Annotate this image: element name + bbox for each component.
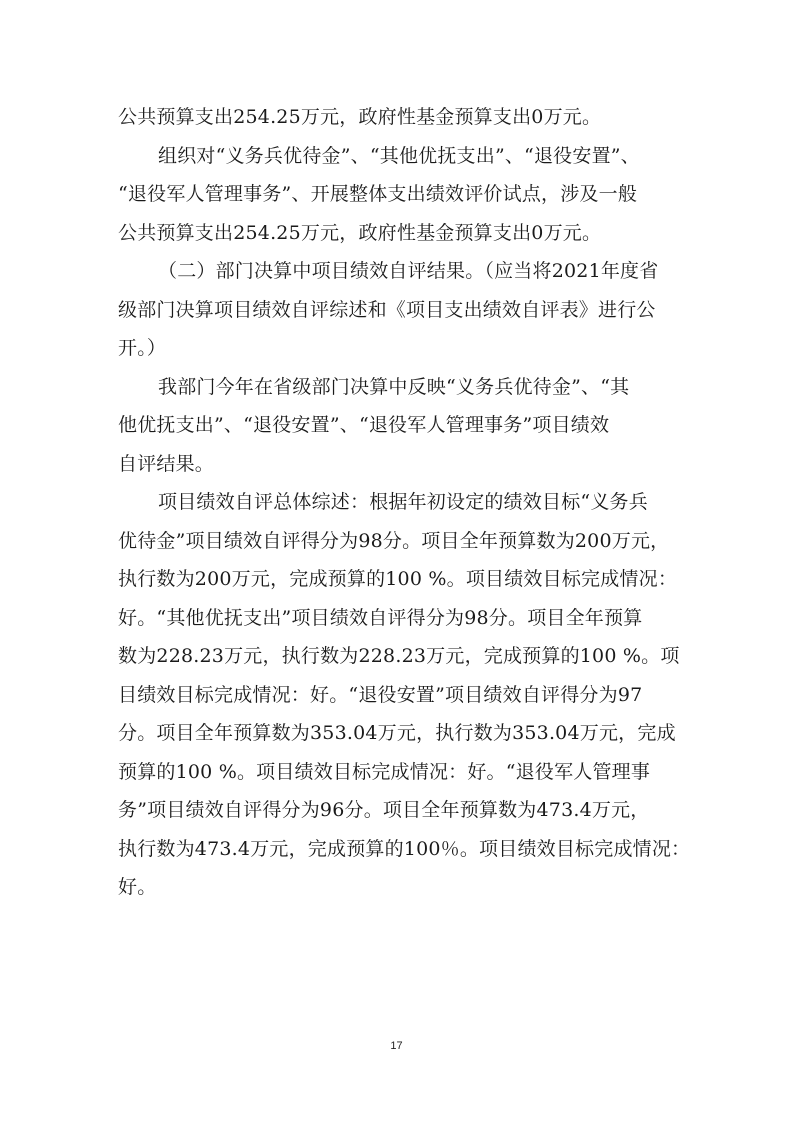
text-line: 数为228.23万元，执行数为228.23万元，完成预算的100 %。项	[118, 645, 680, 667]
text-line: 执行数为473.4万元，完成预算的100％。项目绩效目标完成情况：	[118, 837, 691, 860]
text-line: 开。）	[118, 337, 167, 359]
text-line: 执行数为200万元，完成预算的100 %。项目绩效目标完成情况：	[118, 568, 678, 590]
text-line: 组织对“义务兵优待金”、“其他优抚支出”、“退役安置”、	[158, 144, 640, 167]
paragraph-evaluation-pilot	[118, 137, 693, 253]
text-line: 公共预算支出254.25万元，政府性基金预算支出0万元。	[118, 221, 602, 244]
text-line: 我部门今年在省级部门决算中反映“义务兵优待金”、“其	[158, 375, 630, 398]
text-line: 级部门决算项目绩效自评综述和《项目支出绩效自评表》进行公	[118, 298, 656, 321]
text-line: 优待金”项目绩效自评得分为98分。项目全年预算数为200万元，	[118, 529, 670, 552]
text-line: 目绩效目标完成情况：好。“退役安置”项目绩效自评得分为97	[118, 683, 643, 706]
document-body	[118, 98, 693, 907]
paragraph-department-report	[118, 368, 693, 484]
text-line: 务”项目绩效自评得分为96分。项目全年预算数为473.4万元，	[118, 799, 650, 821]
paragraph-self-evaluation-summary	[118, 483, 693, 907]
text-line: 好。“其他优抚支出”项目绩效自评得分为98分。项目全年预算	[118, 606, 643, 629]
text-line: 项目绩效自评总体综述：根据年初设定的绩效目标“义务兵	[158, 491, 648, 513]
text-line: 他优抚支出”、“退役安置”、“退役军人管理事务”项目绩效	[118, 414, 610, 436]
text-line: 预算的100 %。项目绩效目标完成情况：好。“退役军人管理事	[118, 760, 651, 783]
text-line: 分。项目全年预算数为353.04万元，执行数为353.04万元，完成	[118, 722, 676, 744]
text-line: 自评结果。	[118, 452, 215, 475]
text-line: （二）部门决算中项目绩效自评结果。（应当将2021年度省	[158, 260, 659, 282]
page-number: 17	[390, 1040, 403, 1052]
text-line: “退役军人管理事务”、开展整体支出绩效评价试点，涉及一般	[118, 183, 638, 205]
paragraph-section-heading	[118, 252, 693, 368]
text-line: 公共预算支出254.25万元，政府性基金预算支出0万元。	[118, 106, 602, 128]
text-line: 好。	[118, 876, 157, 898]
paragraph-budget-continuation	[118, 98, 693, 137]
